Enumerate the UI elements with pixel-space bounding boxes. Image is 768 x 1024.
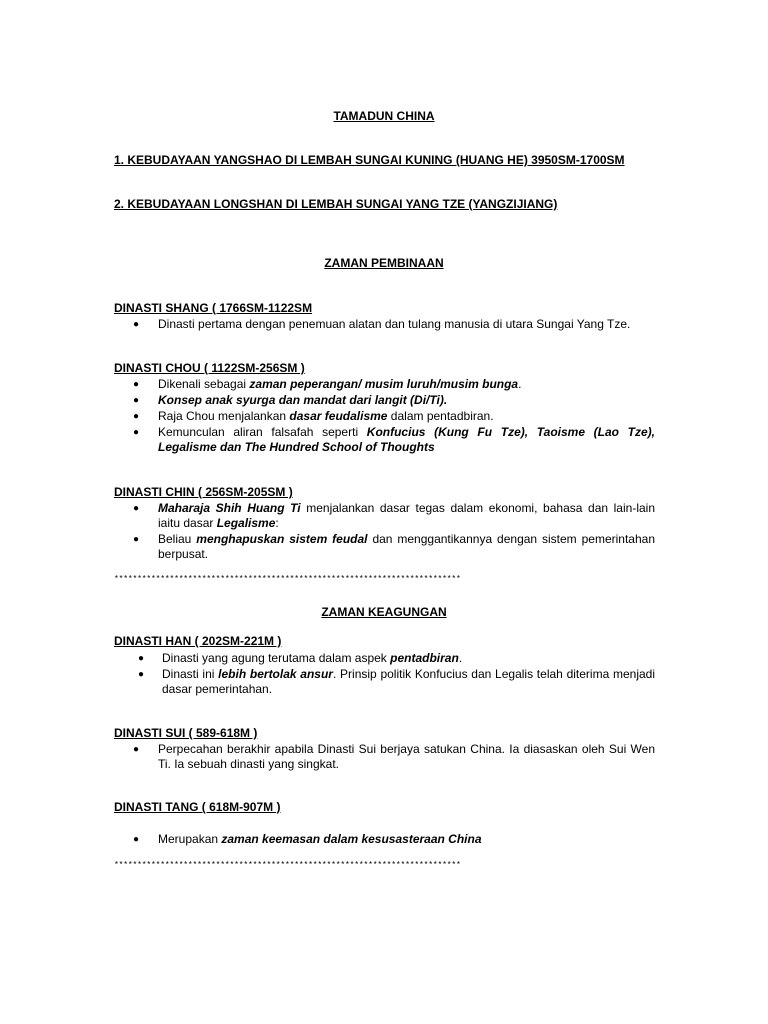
dynasty-heading-chin: DINASTI CHIN ( 256SM-205SM ) xyxy=(114,485,293,499)
document-title: TAMADUN CHINA xyxy=(333,109,435,123)
emphasis-text: zaman peperangan/ musim luruh/musim bunga xyxy=(249,377,519,391)
item-text: . xyxy=(518,377,522,391)
emphasis-text: Konfucius (Kung Fu Tze), Taoisme (Lao Tze), Legalisme dan The Hundred School of Thoughts xyxy=(158,425,655,454)
item-text: Dikenali sebagai xyxy=(158,377,250,391)
list-item xyxy=(158,393,655,408)
item-text: Merupakan xyxy=(158,832,222,846)
bullet-icon: ● xyxy=(133,744,140,755)
list-item xyxy=(158,532,655,562)
item-text: . xyxy=(458,651,463,665)
emphasis-text: zaman keemasan dalam kesusasteraan China xyxy=(221,832,482,846)
emphasis-text: lebih bertolak ansur xyxy=(218,667,333,681)
bullet-icon: ● xyxy=(133,319,140,330)
item-text: Beliau xyxy=(158,532,197,546)
section-heading-keagungan: ZAMAN KEAGUNGAN xyxy=(321,605,447,619)
item-text: Dinasti pertama dengan penemuan alatan dan tulang manusia di utara Sungai Yang Tze. xyxy=(158,317,631,331)
item-text: : xyxy=(275,516,279,530)
divider-line: *************************************************************************** xyxy=(114,861,461,870)
section-heading-pembinaan: ZAMAN PEMBINAAN xyxy=(324,256,444,270)
item-text: dan menggantikannya dengan sistem pemerintahan berpusat. xyxy=(158,532,655,561)
dynasty-heading-han: DINASTI HAN ( 202SM-221M ) xyxy=(114,634,282,648)
item-text: Dinasti ini xyxy=(162,667,219,681)
item-text: Kemunculan aliran falsafah seperti xyxy=(158,425,367,439)
bullet-icon: ● xyxy=(133,411,140,422)
bullet-icon: ● xyxy=(133,427,140,438)
item-text: menjalankan dasar tegas dalam ekonomi, bahasa dan lain-lain iaitu dasar xyxy=(158,501,655,530)
bullet-icon: ● xyxy=(138,653,145,664)
bullet-icon: ● xyxy=(133,395,140,406)
list-item xyxy=(158,377,655,392)
bullet-icon: ● xyxy=(138,669,145,680)
emphasis-text: menghapuskan sistem feudal xyxy=(196,532,368,546)
emphasis-text: Legalisme xyxy=(216,516,276,530)
item-text: Dinasti yang agung terutama dalam aspek xyxy=(162,651,391,665)
emphasis-text: Maharaja Shih Huang Ti xyxy=(158,501,301,515)
item-text: . Prinsip politik Konfucius dan Legalis telah diterima menjadi dasar pemerintahan. xyxy=(162,667,655,696)
dynasty-heading-sui: DINASTI SUI ( 589-618M ) xyxy=(114,726,258,740)
bullet-icon: ● xyxy=(133,503,140,514)
topic-longshan: 2. KEBUDAYAAN LONGSHAN DI LEMBAH SUNGAI YANG TZE (YANGZIJIANG) xyxy=(114,197,558,211)
bullet-icon: ● xyxy=(133,379,140,390)
bullet-icon: ● xyxy=(133,534,140,545)
emphasis-text: pentadbiran xyxy=(390,651,459,665)
emphasis-text: dasar feudalisme xyxy=(289,409,388,423)
dynasty-heading-chou: DINASTI CHOU ( 1122SM-256SM ) xyxy=(114,361,305,375)
item-text: dalam pentadbiran. xyxy=(387,409,494,423)
list-item xyxy=(162,667,655,697)
list-item xyxy=(158,501,655,531)
item-text: Raja Chou menjalankan xyxy=(158,409,290,423)
list-item xyxy=(158,425,655,455)
list-item xyxy=(158,317,655,332)
divider-line: *************************************************************************** xyxy=(114,575,461,584)
emphasis-text: Konsep anak syurga dan mandat dari langit (Di/Ti). xyxy=(158,393,448,407)
list-item xyxy=(158,742,655,772)
list-item xyxy=(158,832,655,847)
bullet-icon: ● xyxy=(133,834,140,845)
topic-yangshao: 1. KEBUDAYAAN YANGSHAO DI LEMBAH SUNGAI KUNING (HUANG HE) 3950SM-1700SM xyxy=(114,153,625,167)
dynasty-heading-shang: DINASTI SHANG ( 1766SM-1122SM xyxy=(114,301,313,315)
list-item xyxy=(158,409,655,424)
list-item xyxy=(162,651,655,666)
item-text: Perpecahan berakhir apabila Dinasti Sui berjaya satukan China. Ia diasaskan oleh Sui Wen Ti. Ia sebuah dinasti yang singkat. xyxy=(158,742,655,771)
dynasty-heading-tang: DINASTI TANG ( 618M-907M ) xyxy=(114,800,281,814)
